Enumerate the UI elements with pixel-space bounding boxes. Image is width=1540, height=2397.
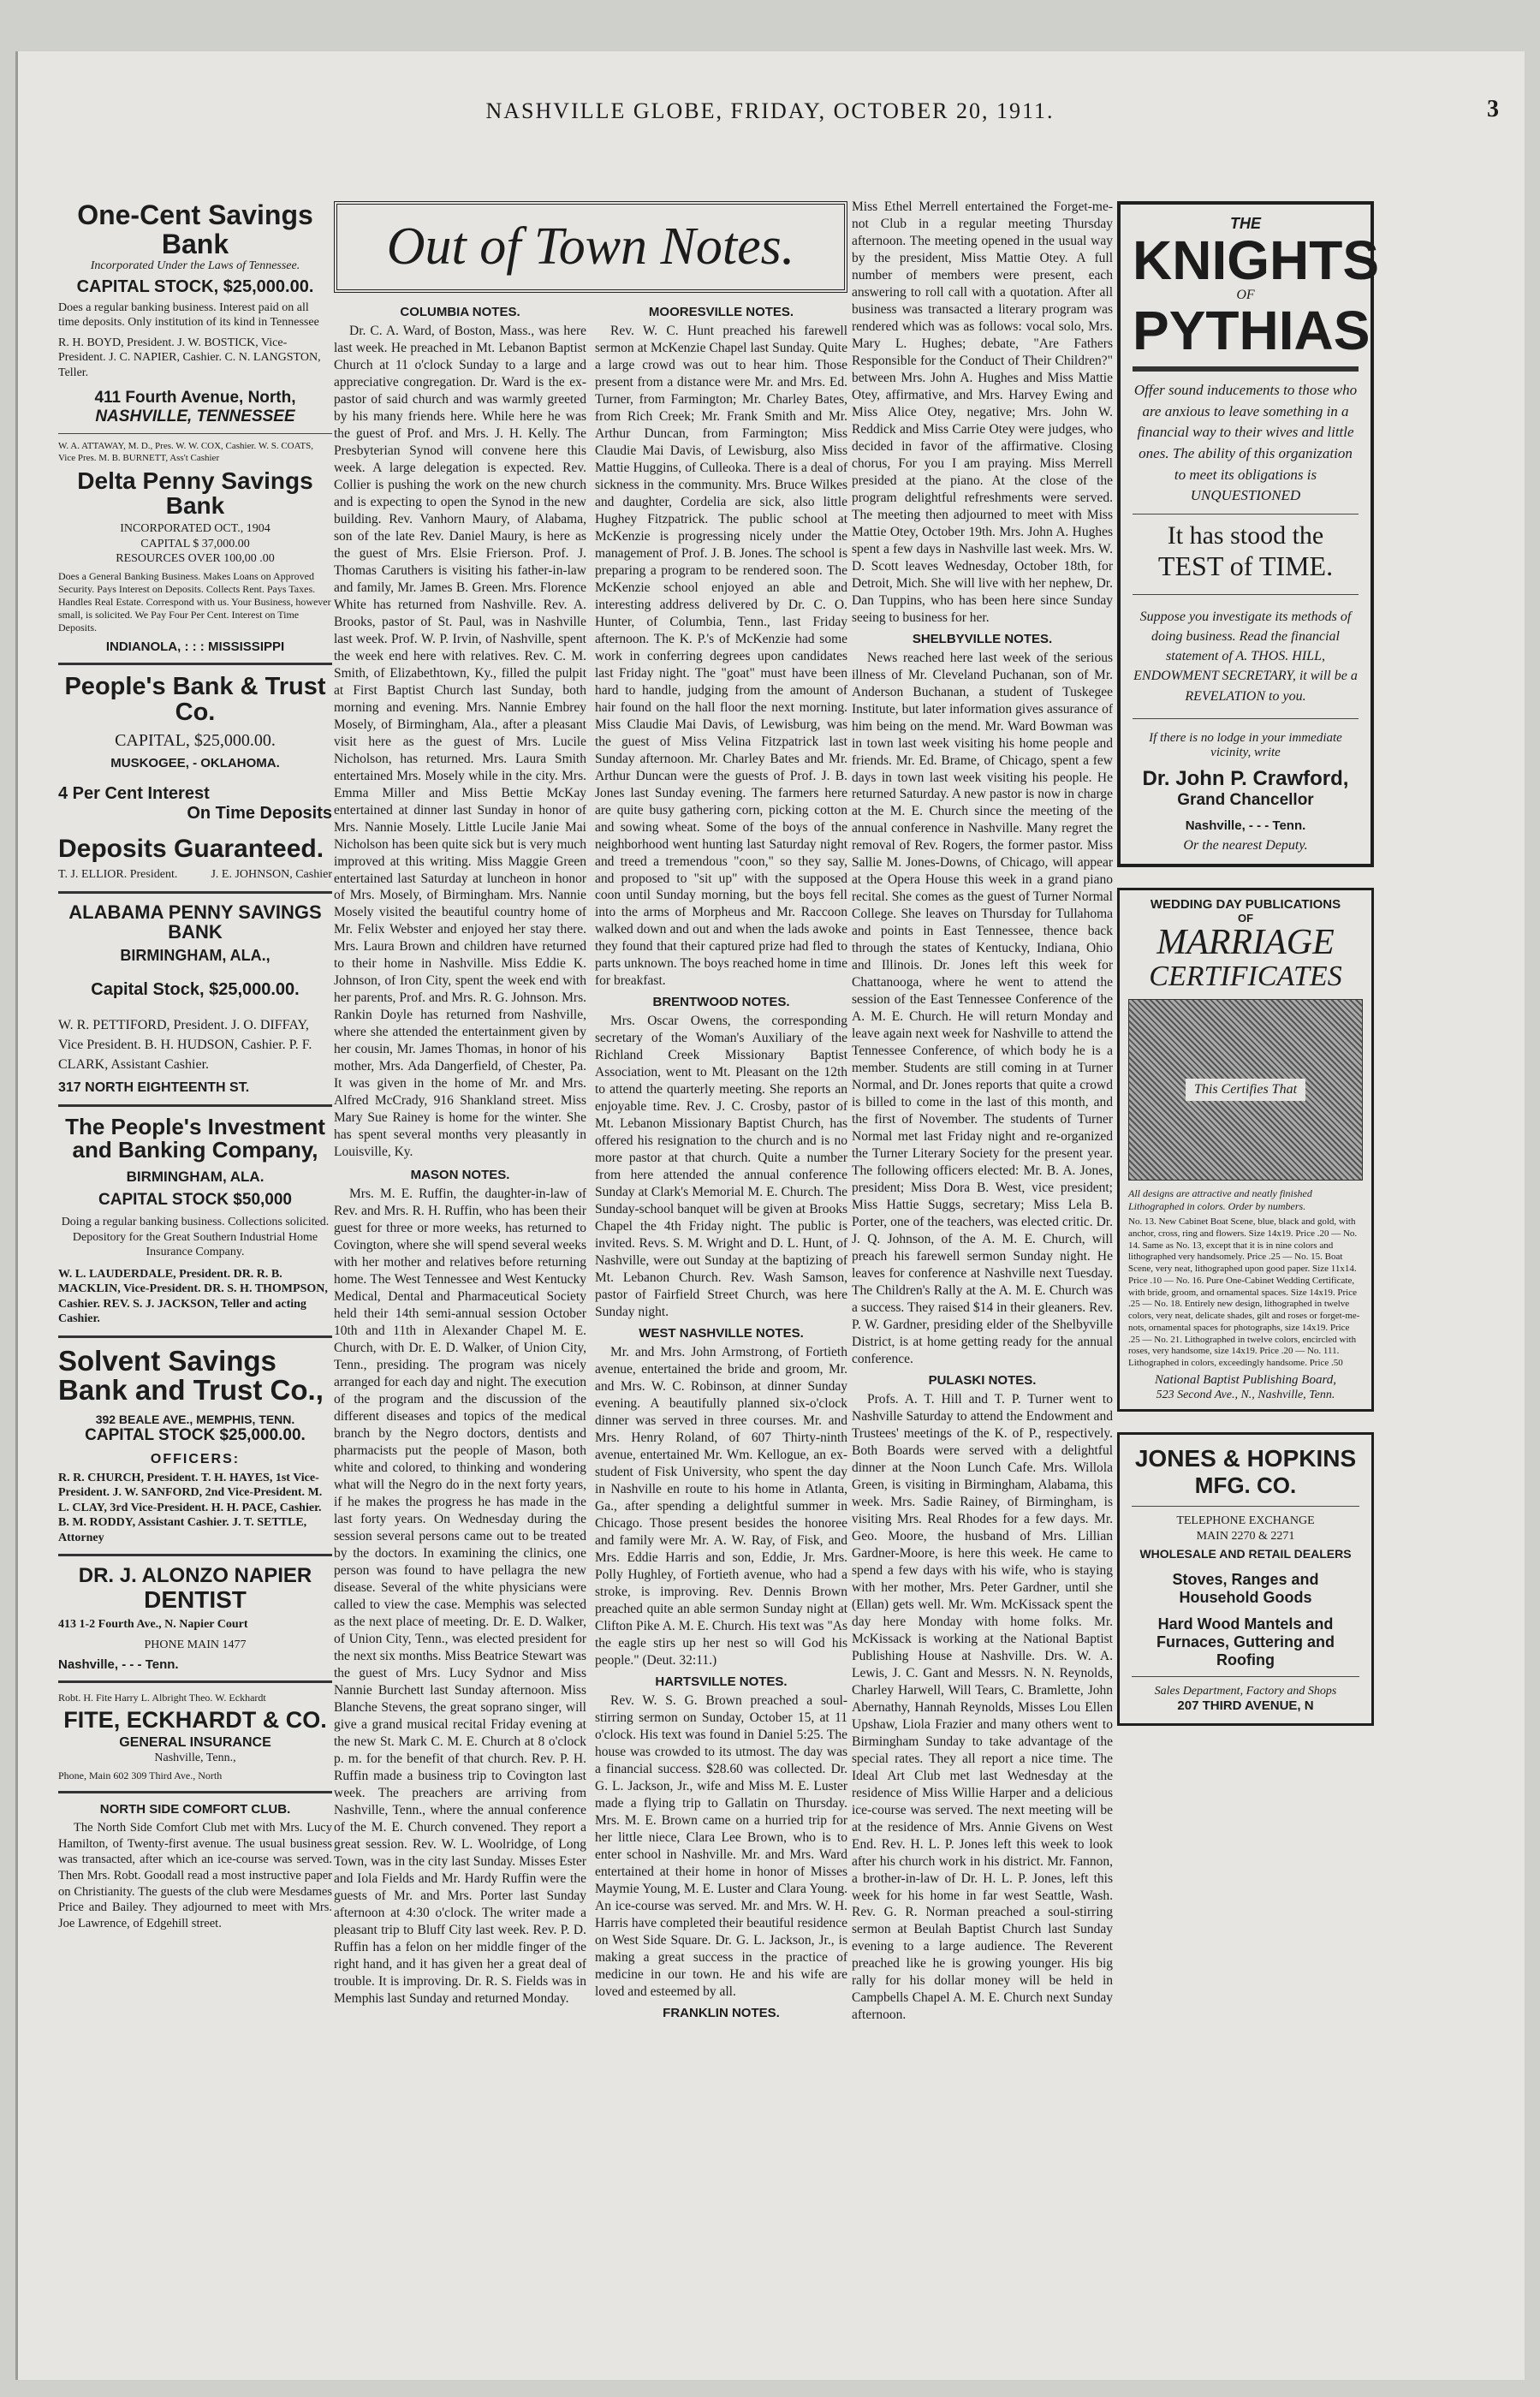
divider <box>1132 1506 1359 1507</box>
ad-of: OF <box>1237 911 1254 925</box>
ad-title: Delta Penny Savings Bank <box>77 467 313 520</box>
ad-phone: Phone, Main 602 309 Third Ave., North <box>58 1769 223 1781</box>
ad-capital: CAPITAL $ 37,000.00 <box>140 537 250 550</box>
divider <box>1132 1676 1359 1677</box>
notes-left-subcolumn <box>334 300 586 2024</box>
ad-title: One-Cent Savings Bank <box>77 199 313 259</box>
divider <box>58 433 332 434</box>
ad-intro: Offer sound inducements to those who are anxious to leave something in a financial way to their wives and little ones. The ability of this organization to meet its obligations is UNQUESTIONED <box>1133 382 1358 504</box>
article-heading: NORTH SIDE COMFORT CLUB. <box>99 1801 291 1817</box>
divider <box>1133 594 1359 595</box>
ad-capital: CAPITAL STOCK $25,000.00. <box>85 1425 306 1444</box>
alabama-penny-bank-ad <box>58 902 332 1096</box>
notes-column <box>334 201 847 2024</box>
marriage-certificates-ad <box>1117 888 1374 1413</box>
article-heading: PULASKI NOTES. <box>928 1372 1037 1388</box>
article-heading: BRENTWOOD NOTES. <box>652 995 790 1010</box>
one-cent-bank-ad <box>58 201 332 426</box>
divider <box>58 1104 332 1107</box>
dentist-ad <box>58 1565 332 1672</box>
ad-phone-head: TELEPHONE EXCHANGE <box>1176 1514 1315 1528</box>
ad-dealers: WHOLESALE AND RETAIL DEALERS <box>1139 1547 1352 1561</box>
ad-interest-sub: On Time Deposits <box>187 803 332 823</box>
ad-title: People's Bank & Trust Co. <box>64 672 326 727</box>
peoples-bank-trust-ad <box>58 674 332 883</box>
ad-officers: W. A. ATTAWAY, M. D., Pres. W. W. COX, Cashier. W. S. COATS, Vice Pres. M. B. BURNETT, Ass't Cashier <box>58 441 313 463</box>
ad-title: DR. J. ALONZO NAPIER <box>78 1564 312 1588</box>
ad-top: WEDDING DAY PUBLICATIONS <box>1150 896 1341 912</box>
ad-address: 413 1-2 Fourth Ave., N. Napier Court <box>58 1618 248 1632</box>
certificate-illustration <box>1128 999 1363 1181</box>
ad-incorporated: INCORPORATED OCT., 1904 <box>120 522 271 536</box>
article-body: Miss Ethel Merrell entertained the Forget-me-not Club in a regular meeting Thursday afternoon. The meeting opened in the usual way by the president, Miss Mattie Otey. A full number of members were present, each answering to roll call with a quotation. After all business was transacted a literary program was rendered which was as follows: vocal solo, Mrs. Mary L. Hughes; debate, "Are Fathers Responsible for the Conduct of Their Children?" between Mrs. John A. Hughes and Miss Mattie Otey, affirmative, and Mrs. Harvey Ewing and Miss Alice Otey, negative; Mrs. John W. Reddick and Miss Carrie Otey were judges, who decided in favor of the affirmative. Closing chorus, For you I am praying. Miss Merrell presided at the piano. At the close of the program delightful refreshments were served. The meeting then adjourned to meet with Miss Mattie Otey, October 19th. Mrs. John A. Hughes spent a few days in Nashville last week. Mrs. W. D. Scott leaves Wednesday, October 18th, for Detroit, Mich. She will live with her nephew, Dr. Dan Tuppins, who has been here since Sunday seeing to business for her. <box>852 199 1113 625</box>
article-body: Dr. C. A. Ward, of Boston, Mass., was here last week. He preached in Mt. Lebanon Baptist Church at 11 o'clock Sunday to a large and appreciative congregation. Dr. Ward is the ex-pastor of said church and was warmly greeted by his many friends here. While here he was the guest of Prof. and Mrs. J. H. Kelly. The Presbyterian Synod will convene here this week. A large delegation is expected. Rev. Collier is pushing the work on the new church and is expecting to open the Synod in the new building. Rev. Vanhorn Maury, of Alabama, son of the late Rev. Daniel Maury, is here as the guest of Mrs. Elsie Frierson. Prof. J. Thomas Caruthers is visiting his father-in-law and family, Mr. James B. Green. Mrs. Florence White has returned from Nashville. Rev. A. Brooks, pastor of St. Paul, was in Nashville last week. Prof. W. P. Irvin, of Nashville, spent the week end here with relatives. Rev. C. M. Smith, of Elizabethtown, Ky., filled the pulpit at First Baptist Church last Sunday, both morning and evening. Mrs. Nannie Embrey Mosely, of Birmingham, Ala., after a pleasant visit here as the guest of Mrs. Lucile Nicholson, has returned. Mrs. Laura Smith entertained Mrs. Mosely while in the city. Mrs. Emma Miller and Miss Bettie McKay entertained at dinner last Sunday in honor of Mrs. Nannie Mosely. Little Lucile Janie Mai Nicholson has been quite sick but is very much improved at this writing. Miss Maggie Green entertained last Saturday at luncheon in honor of Mrs. Mosely, of Birmingham. Mrs. Nannie Mosely visited the beautiful country home of Mr. Felix Webster and enjoyed her stay there. Mrs. Laura Brown and children have returned to their home in Nashville. Miss Eddie K. Johnson, of Iron City, spent the week end with her parents, Prof. and Mrs. R. G. Johnson. Mrs. Rankin Doyle has returned from Nashville, where she attended the entertainment given by her cousin, Mr. James Thomas, in honor of his mother, Mrs. Ada Dangerfield, of Chester, Pa. It was given in the home of Mr. and Mrs. Alfred McCrady, 916 Shankland street. Miss Mary Sue Rainey is home for the winter. She has spent several months very pleasantly in Louisville, Ky. <box>334 324 586 1160</box>
ad-caption: All designs are attractive and neatly finished Lithographed in colors. Order by numbers. <box>1128 1187 1312 1213</box>
ad-address: 411 Fourth Avenue, North, <box>94 389 296 407</box>
ad-city: INDIANOLA, : : : MISSISSIPPI <box>105 639 285 654</box>
article-body: News reached here last week of the serious illness of Mr. Cleveland Puchanan, son of Mr. Anderson Buchanan, a student of Tuskegee Institute, but later information gives assurance of him being on the mend. Mr. Ward Bowman was in town last week visiting his home people and friends. Mr. Ed. Brame, of Chicago, spent a few days in town last week visiting his people. He returned Saturday. A new pastor is now in charge at the M. E. Church since the meeting of the annual conference in Nashville. Many regret the removal of Rev. Rogers, the former pastor. Miss Sallie M. Jones-Downs, of Chicago, will appear at the Opera House this week in a grand piano recital. She comes as the guest of Turner Normal College. She leaves on Thursday for Tullahoma and points in East Tennessee, thence back through the states of Kentucky, Indiana, Ohio and Illinois. Dr. Jones left this week for Chattanooga, where he went to attend the session of the East Tennessee Conference of the A. M. E. Church. He will return Monday and leave again next week for Nashville to attend the Tennessee Conference, of which body he is a member. Students are still coming in at Turner Normal, and Dr. Jones reports that quite a crowd is billed to come in the last of this month, and the first of November. The students of Turner Normal met last Friday night and re-organized the Turner Literary Society for the present year. The following officers elected: Mr. B. A. Jones, president; Miss Dora B. West, vice president; Miss Hattie Suggs, secretary; Miss Lela B. Porter, one of the teachers, was elected critic. Dr. J. Q. Johnson, of the A. M. E. Church, will preach his farewell sermon Sunday night. He leaves for conference at Nashville next Tuesday. The Children's Rally at the A. M. E. Church was a success. They raised $14 in their gleaners. Rev. P. W. Gardner, presiding elder of the Shelbyville District, is at home getting ready for the annual conference. <box>852 650 1113 1366</box>
ad-city: Nashville, Tenn., <box>154 1752 236 1765</box>
ad-the: THE <box>1230 215 1261 232</box>
ad-deputy: Or the nearest Deputy. <box>1183 837 1308 853</box>
divider <box>1133 366 1359 372</box>
ad-goods-1: Stoves, Ranges and Household Goods <box>1172 1570 1319 1606</box>
ad-suppose: Suppose you investigate its methods of doing business. Read the financial statement of A. THOS. HILL, ENDOWMENT SECRETARY, it will be a REVELATION to you. <box>1133 609 1358 704</box>
ad-subtitle: Incorporated Under the Laws of Tennessee. <box>90 259 300 273</box>
ad-officers-title: OFFICERS: <box>150 1451 241 1466</box>
ad-phone: MAIN 2270 & 2271 <box>1196 1529 1295 1543</box>
ad-contact-title: Grand Chancellor <box>1177 790 1314 809</box>
article-body: Profs. A. T. Hill and T. P. Turner went to Nashville Saturday to attend the Endowment and Trustees' meetings of the K. of P., respectively. Both Boards were served with a delightful dinner at the Noon Lunch Cafe. Mrs. Willola Green, is visiting in Birmingham, Alabama, this week. Mrs. Sadie Rainey, of Birmingham, is visiting Mrs. Real Rhodes for a few days. Mr. Geo. Moore, the husband of Mrs. Lillian Gardner-Moore, is here this week. He came to spend a few days with his wife, who is staying with her mother, Mrs. Peter Gardner, until she (Ellan) gets well. Mr. Wm. McKissack spent the day here Monday with home folks. Mr. McKissack is working at the National Baptist Publishing House at Nashville. Drs. W. A. Lewis, J. C. Gant and Messrs. N. N. Reynolds, Charley Harwell, Will Tears, C. Bramlette, John Abernathy, Hannah Reynolds, Misses Lou Ellen Upshaw, Liola Frazier and many others went to Birmingham Sunday to take advantage of the special rates. They all report a nice time. The Ideal Art Club met last Wednesday at the residence of Miss Willie Harper and a delicious ice-course was served. The next meeting will be at the residence of Mrs. Annie Givens on West End. Rev. H. L. P. Jones left this week to look after his church work in his district. Mr. Fannon, a brother-in-law of Dr. H. L. P. Jones, left this week for his home in far west Seattle, Wash. Rev. G. R. Norman preached a soul-stirring sermon at Beulah Baptist Church last Sunday evening to a large audience. The Reverent preached like he is growing younger. His big rally for his dollar money will be held in Campbells Chapel A. M. E. Church next Sunday afternoon. <box>852 1391 1113 2023</box>
comfort-club-article <box>58 1802 332 1932</box>
ad-title-2: MFG. CO. <box>1194 1472 1297 1499</box>
ad-publisher: National Baptist Publishing Board, <box>1155 1372 1336 1387</box>
divider <box>58 1791 332 1793</box>
notes-right-subcolumn <box>595 300 847 2024</box>
ad-guarantee: Deposits Guaranteed. <box>58 834 324 863</box>
divider <box>58 663 332 665</box>
ad-contact-name: Dr. John P. Crawford, <box>1142 766 1349 790</box>
ad-capital: CAPITAL STOCK $50,000 <box>98 1191 292 1210</box>
ad-title: FITE, ECKHARDT & CO. <box>63 1707 327 1734</box>
divider <box>58 1680 332 1683</box>
article-heading: MASON NOTES. <box>410 1168 510 1183</box>
article-heading: COLUMBIA NOTES. <box>400 305 520 319</box>
divider <box>58 1335 332 1338</box>
ad-names: Robt. H. Fite Harry L. Albright Theo. W. Eckhardt <box>58 1692 266 1704</box>
ad-sales: Sales Department, Factory and Shops <box>1154 1684 1337 1698</box>
ad-profession: DENTIST <box>144 1585 247 1613</box>
article-body: The North Side Comfort Club met with Mrs. Lucy Hamilton, of Twenty-first avenue. The usual business was transacted, after which an ice-course was served. Then Mrs. Robt. Goodall read a most instructive paper on Christianity. The guests of the club were Mesdames Price and Bailey. They adjourned to meet with Mrs. Joe Lawrence, of Edgehill street. <box>58 1820 332 1931</box>
article-heading: FRANKLIN NOTES. <box>663 2005 780 2020</box>
article-body: Rev. W. S. G. Brown preached a soul-stirring sermon on Sunday, October 15, at 11 o'clock. His text was found in Daniel 5:25. The house was crowded to its utmost. The day was a financial success. $28.60 was collected. Dr. G. L. Jackson, Jr., wife and Miss M. E. Luster made a flying trip to Gallatin on Thursday. Mrs. M. E. Brown came on a hurried trip for her little niece, Clara Lee Brown, who is to enter school in Nashville. Mr. and Mrs. Ward entertained at their home in honor of Misses Maymie Young, M. E. Luster and Clara Young. An ice-course was served. Mr. and Mrs. W. H. Harris have completed their beautiful residence on West Side Square. Dr. G. L. Jackson, Jr., is making a great success in the practice of medicine in our town. He and his wife are loved and esteemed by all. <box>595 1692 847 1999</box>
ad-officers: R. R. CHURCH, President. T. H. HAYES, 1st Vice-President. J. W. SANFORD, 2nd Vice-President. M. L. CLAY, 3rd Vice-President. H. H. PACE, Cashier. B. M. RODDY, Assistant Cashier. J. T. SETTLE, Attorney <box>58 1471 323 1544</box>
ad-title-knights: KNIGHTS <box>1133 229 1379 291</box>
ad-city: BIRMINGHAM, ALA., <box>120 947 271 965</box>
ad-city: MUSKOGEE, - OKLAHOMA. <box>110 755 280 770</box>
article-body: Mrs. M. E. Ruffin, the daughter-in-law of Rev. and Mrs. R. H. Ruffin, who has been their guest for three or more weeks, has returned to Covington, where she will spend several weeks with her mother and relatives before returning home. The West Tennessee and West Kentucky Medical, Dental and Pharmaceutical Society held their 14th semi-annual session October 10th and 11th in Alexander Chapel M. E. Church, with Dr. E. D. Walker, of Union City, Tenn., presiding. The program was nicely arranged for each day and night. The execution of the program and the discussion of the different diseases and topics of the medical branch by the Negro doctors, dentists and pharmacists put the people of Mason, both white and colored, to thinking and wondering what will the Negro do in the next forty years, if he makes the progress he has made in the last forty years. On Wednesday during the session several persons came out to be treated by the doctors. In examining the clinics, one person was found to have pellagra the new disease. Several of the white physicians were called to view the case. Memphis was selected as the next place of meeting. Dr. E. D. Walker, of Union City, Tenn., was elected president for the next six months. Miss Beatrice Stewart was the guest of Mrs. Lucy Sydnor and Miss Nannie Burchett last Sunday afternoon. Miss Blanche Stevens, the great soprano singer, will give a grand musical recital Friday evening at the new St. Mark C. M. E. Church at 8 o'clock p. m. for the benefit of that church. Rev. P. H. Ruffin made a business trip to Covington last week. The preachers are arriving from Nashville, Tenn., where the annual conference of the M. E. Church convened. They report a great session. Rev. W. L. Woolridge, of Long Town, was in the city last Sunday. Misses Ester and Iola Fields and Mr. Hardy Ruffin were the guests of Mr. and Mrs. Porter last Sunday afternoon at 4:30 o'clock. The writer made a pleasant trip to Bluff City last week. Rev. P. D. Ruffin has a felon on her middle finger of the right hand, and it has given her a great deal of trouble. It is improving. Dr. R. S. Fields was in Memphis last Sunday and returned Monday. <box>334 1187 586 2006</box>
ad-lodge: If there is no lodge in your immediate vicinity, write <box>1149 730 1342 759</box>
ad-officers: W. L. LAUDERDALE, President. DR. R. B. MACKLIN, Vice-President. DR. S. H. THOMPSON, Cashier. REV. S. J. JACKSON, Teller and acting Cashier. <box>58 1267 328 1326</box>
bank-ads-column <box>58 201 332 1932</box>
page-number: 3 <box>1487 96 1499 122</box>
divider <box>58 1554 332 1556</box>
knights-pythias-ad <box>1117 201 1379 867</box>
article-heading: WEST NASHVILLE NOTES. <box>639 1326 804 1341</box>
section-banner: Out of Town Notes. <box>334 201 847 293</box>
ad-of: OF <box>1236 288 1255 302</box>
notes-column-3 <box>852 199 1113 2024</box>
ad-goods-2: Hard Wood Mantels and Furnaces, Guttering and Roofing <box>1156 1615 1335 1668</box>
ad-title-2: CERTIFICATES <box>1149 960 1342 992</box>
ad-officers: W. R. PETTIFORD, President. J. O. DIFFAY, Vice President. B. H. HUDSON, Cashier. P. F. CLARK, Assistant Cashier. <box>58 1018 312 1073</box>
divider <box>58 891 332 894</box>
ad-resources: RESOURCES OVER 100,00 .00 <box>116 552 275 566</box>
article-body: Mr. and Mrs. John Armstrong, of Fortieth avenue, entertained the bride and groom, Mr. and Mrs. W. C. Robinson, at dinner Sunday evening. A beautifully planned six-o'clock dinner was served in three courses. Mr. and Mrs. Henry Roland, of 607 Thirty-ninth avenue, entertained Mr. Wm. Kellogue, an ex-student of Fisk University, who spent the day in Nashville en route to his home in Atlanta, Ga., after spending a delightful summer in Chicago. Those present besides the honoree and family were Mr. A. W. Ray, of Fisk, and Mrs. Eddie Harris and son, Eddie, Jr. Mrs. Polly Hughley, of Fortieth avenue, who had a stroke, is improving. Rev. Dennis Brown preached quite an able sermon Sunday night at Clifton Pike A. M. E. Church. His text was "As the eagle stirs up her nest so will God his people." (Deut. 32:11.) <box>595 1345 847 1668</box>
masthead-line: NASHVILLE GLOBE, FRIDAY, OCTOBER 20, 1911. <box>485 98 1055 123</box>
ad-interest: 4 Per Cent Interest <box>58 783 210 803</box>
ad-title: Solvent Savings Bank and Trust Co., <box>58 1344 324 1407</box>
article-heading: SHELBYVILLE NOTES. <box>912 631 1053 646</box>
ad-slogan-2: TEST of TIME. <box>1157 550 1334 581</box>
ad-address: 392 BEALE AVE., MEMPHIS, TENN. <box>95 1412 295 1426</box>
certificate-label: This Certifies That <box>1186 1079 1305 1101</box>
ad-title: The People's Investment and Banking Company, <box>65 1113 325 1163</box>
article-heading: MOORESVILLE NOTES. <box>648 305 794 319</box>
ad-cashier: J. E. JOHNSON, Cashier <box>211 868 332 882</box>
divider <box>1133 718 1359 719</box>
article-body: Rev. W. C. Hunt preached his farewell sermon at McKenzie Chapel last Sunday. Quite a large crowd was out to hear him. Those present from a distance were Mr. and Mrs. Ed. Turner, from Farmington; Mr. Charley Bates, from Rich Creek; Mr. Frank Smith and Mr. Arthur Duncan, from Farmington; Miss Claudie Mai Davis, of Lewisburg, also Miss Mattie Huggins, of Culleoka. There is a deal of sickness in the community. Mrs. Bruce Wilkes and daughter, Cordelia are sick, also little Hughey Fitzpatrick. The public school at McKenzie is progressing nicely under the management of Prof. J. B. Jones. The school is preparing a program to be rendered soon. The McKenzie school enjoyed an able and interesting address delivered by Dr. C. O. Hunter, of Columbia, Tenn., last Friday afternoon. The K. P.'s of McKenzie had some work in conferring degrees upon candidates last Friday night. The "goat" must have been hard to handle, judging from the amount of hair found on the hall floor the next morning. Miss Claudie Mai Davis, of Lewisburg, was the guest of Miss Velina Fitzpatrick last Sunday afternoon. Mr. Charley Bates and Mr. Arthur Duncan were the guests of Prof. J. B. Jones last Sunday evening. The farmers here are quite busy gathering corn, picking cotton and sowing wheat. Some of the boys of the neighborhood went hunting last Saturday night and treed a tremendous "coon," so they say, and proposed to "sit up" with the supposed coon until Sunday morning, but the boys fell into the arms of Morpheus and Mr. Raccoon walked down and out and when the lads awoke they found that their captured prize had fled to parts unknown. The boys reached home in time for breakfast. <box>595 324 847 989</box>
peoples-investment-ad <box>58 1115 332 1327</box>
ad-officers: R. H. BOYD, President. J. W. BOSTICK, Vice-President. J. C. NAPIER, Cashier. C. N. LANGSTON, Teller. <box>58 336 321 379</box>
article-body: Mrs. Oscar Owens, the corresponding secretary of the Woman's Auxiliary of the Richland Creek Missionary Baptist Association, went to Mt. Pleasant on the 12th to attend the quarterly meeting. She reports an enjoyable time. Rev. J. C. Crosby, pastor of Mt. Lebanon Missionary Baptist Church, has offered his resignation to the church and is no more pastor at that church. Quite a number from here attended the annual conference Sunday at Clark's Memorial M. E. Church. The Sunday-school banquet will be given at Brooks Chapel the 4th Friday night. The public is invited. Revs. S. M. Wright and D. L. Hunt, of Nashville, were out Sunday at the baptizing of Mt. Lebanon Church. Rev. Wash Samson, pastor of Fairfield Street Church, was here Sunday night. <box>595 1014 847 1320</box>
ads-column <box>1117 201 1379 1726</box>
ad-description: Doing a regular banking business. Collections solicited. Depository for the Great Southern Industrial Home Insurance Company. <box>61 1216 330 1259</box>
solvent-bank-ad <box>58 1344 332 1546</box>
ad-description: Does a General Banking Business. Makes Loans on Approved Security. Pays Interest on Deposits. Collects Rent. Pays Taxes. Handles Real Estate. Correspond with us. Your Business, however small, is solicited. We Pay Four Per Cent. Interest on Time Deposits. <box>58 569 331 633</box>
ad-type: GENERAL INSURANCE <box>119 1735 271 1751</box>
ad-title: ALABAMA PENNY SAVINGS BANK <box>68 901 322 943</box>
ad-capital: CAPITAL, $25,000.00. <box>115 730 276 750</box>
ad-title-pythias: PYTHIAS <box>1133 300 1371 361</box>
ad-city: Nashville, - - - Tenn. <box>58 1657 179 1673</box>
ad-title-1: MARRIAGE <box>1156 922 1335 962</box>
ad-address: 317 NORTH EIGHTEENTH ST. <box>58 1080 250 1095</box>
ad-president: T. J. ELLIOR. President. <box>58 868 178 882</box>
ad-slogan-1: It has stood the <box>1167 520 1324 550</box>
ad-description: Does a regular banking business. Interest paid on all time deposits. Only institution of its kind in Tennessee <box>58 300 319 330</box>
ad-phone: PHONE MAIN 1477 <box>144 1638 247 1651</box>
ad-address: 207 THIRD AVENUE, N <box>1177 1698 1314 1714</box>
ad-capital: CAPITAL STOCK, $25,000.00. <box>76 277 314 296</box>
delta-penny-bank-ad <box>58 441 332 654</box>
insurance-ad <box>58 1692 332 1782</box>
ad-title-1: JONES & HOPKINS <box>1134 1445 1357 1472</box>
jones-hopkins-ad <box>1117 1432 1374 1726</box>
ad-item-list: No. 13. New Cabinet Boat Scene, blue, black and gold, with anchor, cross, ring and flowers. Size 14x19. Price .20 — No. 14. Same as No. 13, except that it is in nine colors and lithographed very handsomely. Price .25 — No. 15. Boat Scene, very neat, lithographed upon good paper. Size 11x14. Price .10 — No. 16. Pure One-Cabinet Wedding Certificate, with bride, groom, and ornamental spaces. Size 14x19. Price .25 — No. 18. Entirely new design, lithographed in twelve colors, very neat, delicate shades, gilt and roses or forget-me-nots, ornamental spaces for photographs, size 14x19. Price .25 — No. 21. Lithographed in twelve colors, encircled with roses, very handsome, size 14x19. Price .20 — No. 111. Lithographed in colors, exceedingly handsome. Price .50 <box>1128 1216 1360 1369</box>
ad-city: NASHVILLE, TENNESSEE <box>95 407 295 426</box>
ad-city: Nashville, - - - Tenn. <box>1185 818 1306 833</box>
article-heading: HARTSVILLE NOTES. <box>655 1674 788 1689</box>
ad-city: BIRMINGHAM, ALA. <box>126 1169 265 1186</box>
ad-address: 523 Second Ave., N., Nashville, Tenn. <box>1156 1388 1335 1401</box>
ad-capital: Capital Stock, $25,000.00. <box>91 980 300 1000</box>
